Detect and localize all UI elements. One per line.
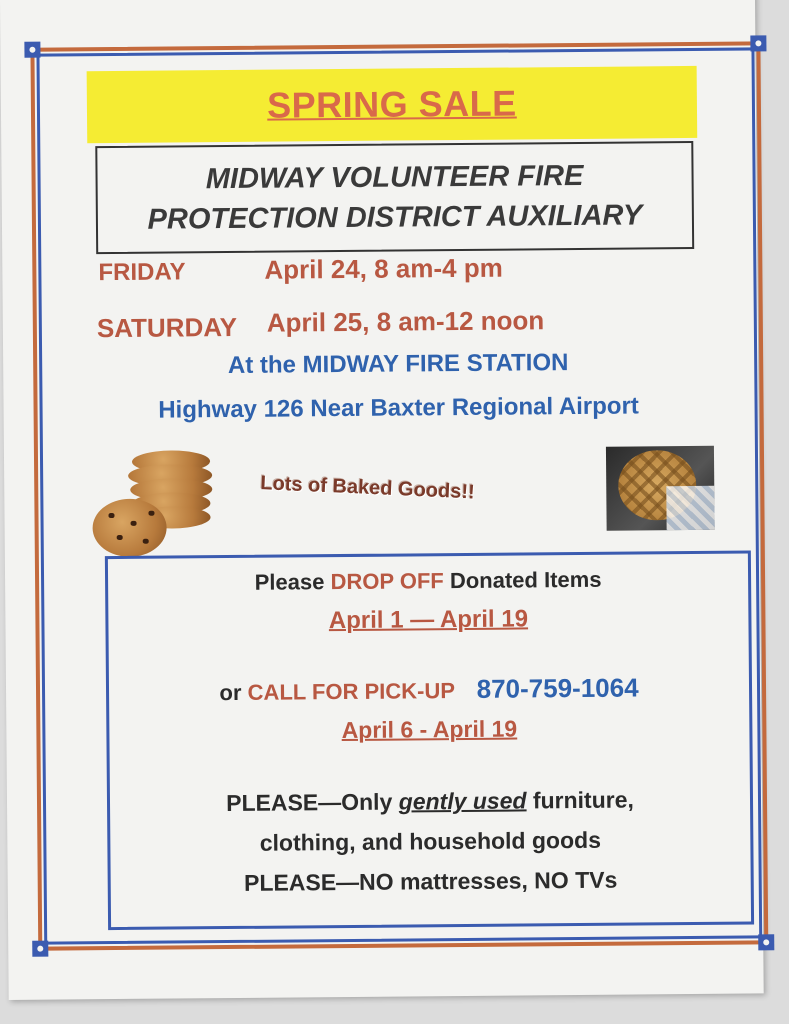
organization-box: [95, 141, 694, 254]
day-saturday: SATURDAY: [96, 311, 238, 344]
corner-ornament: [750, 35, 766, 51]
corner-ornament: [758, 934, 774, 950]
title-banner: [87, 66, 698, 143]
sale-title: SPRING SALE: [266, 82, 517, 126]
dropoff-dates: April 1 — April 19: [328, 605, 529, 635]
donation-box: [105, 550, 754, 930]
rules-line-2: clothing, and household goods: [259, 826, 602, 856]
day-friday: FRIDAY: [98, 258, 186, 287]
rules-line-3: PLEASE—NO mattresses, NO TVs: [243, 866, 618, 896]
dropoff-line: Please DROP OFF Donated Items: [254, 566, 602, 595]
corner-ornament: [24, 42, 40, 58]
time-saturday: April 25, 8 am-12 noon: [266, 305, 545, 338]
pickup-line: or CALL FOR PICK-UP 870-759-1064: [219, 672, 639, 706]
corner-ornament: [32, 941, 48, 957]
org-line-2: PROTECTION DISTRICT AUXILIARY: [147, 199, 643, 236]
time-friday: April 24, 8 am-4 pm: [264, 252, 503, 285]
org-line-1: MIDWAY VOLUNTEER FIRE: [205, 159, 584, 196]
baked-goods-text: Lots of Baked Goods!!: [259, 472, 476, 504]
phone-number: 870-759-1064: [476, 672, 639, 704]
pickup-dates: April 6 - April 19: [341, 715, 518, 744]
pie-image: [606, 446, 715, 531]
decorative-border: [30, 41, 768, 950]
location-line-1: At the MIDWAY FIRE STATION: [227, 349, 569, 380]
location-line-2: Highway 126 Near Baxter Regional Airport: [158, 392, 639, 424]
cookies-image: [92, 450, 223, 561]
rules-line-1: PLEASE—Only gently used furniture,: [226, 786, 634, 817]
